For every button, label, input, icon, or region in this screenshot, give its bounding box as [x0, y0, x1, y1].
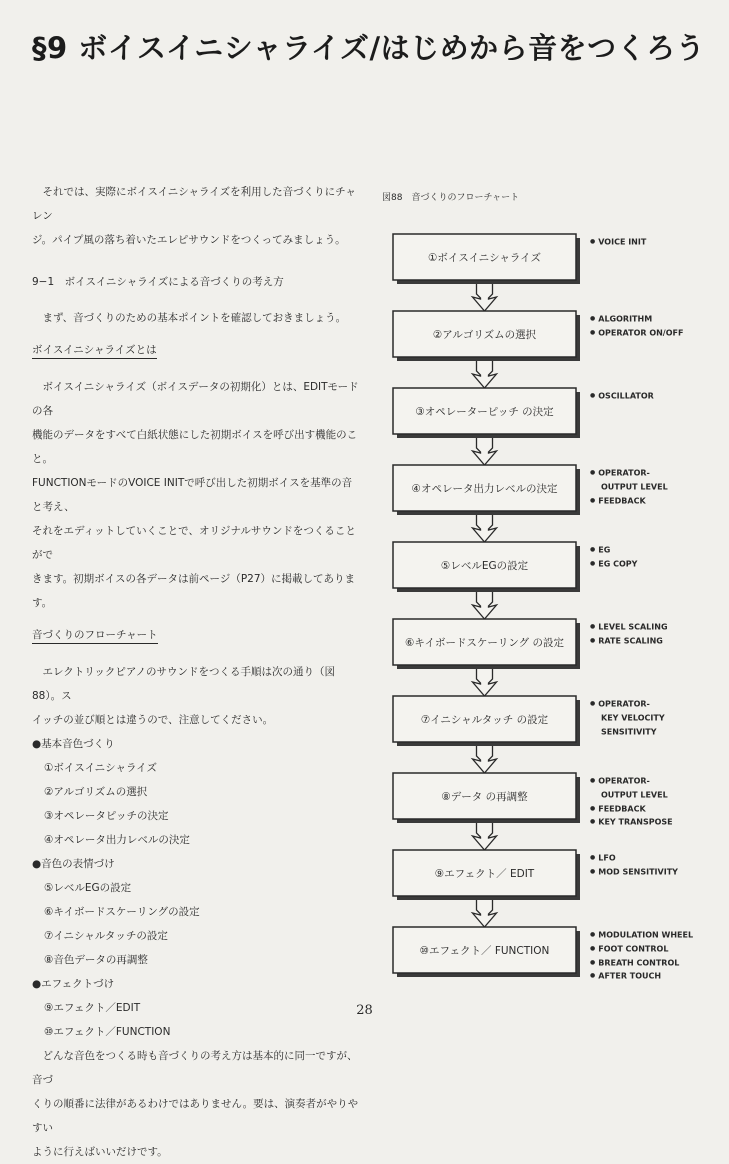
- body-line: ボイスイニシャライズ（ボイスデータの初期化）とは、EDITモードの各: [32, 381, 359, 417]
- flow-note: KEY VELOCITY: [601, 713, 665, 722]
- flow-step-label: ②アルゴリズムの選択: [432, 328, 537, 341]
- list-item: ③オペレータピッチの決定: [44, 810, 169, 822]
- flow-step-label: ④オペレータ出力レベルの決定: [411, 482, 558, 495]
- flow-step-label: ⑤レベルEGの設定: [440, 559, 529, 572]
- flow-note: OUTPUT LEVEL: [601, 790, 668, 799]
- flow-step-label: ⑧データ の再調整: [441, 790, 528, 803]
- section-heading: 9−1 ボイスイニシャライズによる音づくりの考え方: [32, 276, 284, 288]
- closing-line: どんな音色をつくる時も音づくりの考え方は基本的に同一ですが、音づ: [32, 1050, 358, 1086]
- list-item: ⑥キイボードスケーリングの設定: [44, 906, 200, 918]
- flow-note: ● FOOT CONTROL: [590, 942, 693, 956]
- flow-arrow: [473, 592, 497, 619]
- flow-arrow: [473, 746, 497, 773]
- flow-step-notes: [590, 928, 693, 983]
- flow-note: OUTPUT LEVEL: [601, 482, 668, 491]
- figure-caption: 図88 音づくりのフローチャート: [382, 193, 520, 203]
- section-intro: まず、音づくりのための基本ポイントを確認しておきましょう。: [42, 312, 347, 324]
- flow-note: ● MOD SENSITIVITY: [590, 865, 678, 879]
- intro-line: それでは、実際にボイスイニシャライズを利用した音づくりにチャレン: [32, 186, 356, 222]
- flow-note: ● VOICE INIT: [590, 235, 646, 249]
- body-line: それをエディットしていくことで、オリジナルサウンドをつくることがで: [32, 525, 356, 561]
- flow-step-notes: [590, 389, 654, 403]
- flow-step-label: ⑨エフェクト／ EDIT: [434, 867, 535, 880]
- flow-step-notes: [590, 774, 673, 829]
- closing-line: ように行えばいいだけです。: [32, 1146, 168, 1158]
- flow-note: ● FEEDBACK: [590, 494, 668, 508]
- flow-step-notes: [590, 235, 646, 249]
- flow-note: ● BREATH CONTROL: [590, 956, 693, 970]
- list-item: ①ボイスイニシャライズ: [44, 762, 158, 774]
- list-item: ⑩エフェクト／FUNCTION: [44, 1026, 171, 1038]
- list-item: ⑨エフェクト／EDIT: [44, 1002, 141, 1014]
- list-item: ②アルゴリズムの選択: [44, 786, 148, 798]
- flow-note: ● AFTER TOUCH: [590, 969, 693, 983]
- list-item: ⑧音色データの再調整: [44, 954, 148, 966]
- group-label: ●基本音色づくり: [32, 738, 115, 750]
- flow-note: ● FEEDBACK: [590, 802, 673, 816]
- flow-arrow: [473, 900, 497, 927]
- flow-step-label: ①ボイスイニシャライズ: [427, 251, 542, 264]
- flow-step-label: ③オペレーターピッチ の決定: [415, 405, 554, 418]
- flow-note: ● MODULATION WHEEL: [590, 928, 693, 942]
- flow-note: ● OPERATOR-: [590, 697, 665, 711]
- flow-arrow: [473, 515, 497, 542]
- subsection-heading: 音づくりのフローチャート: [32, 627, 158, 644]
- flow-arrow: [473, 823, 497, 850]
- flow-note: ● EG: [590, 543, 637, 557]
- body-line: イッチの並び順とは違うので、注意してください。: [32, 714, 274, 726]
- flow-note: ● KEY TRANSPOSE: [590, 815, 673, 829]
- flow-note: ● OPERATOR-: [590, 466, 668, 480]
- body-line: FUNCTIONモードのVOICE INITで呼び出した初期ボイスを基準の音と考え、: [32, 477, 353, 513]
- flow-note: ● OPERATOR ON/OFF: [590, 326, 683, 340]
- flow-step-label: ⑦イニシャルタッチ の設定: [420, 713, 549, 726]
- flow-step-notes: [590, 697, 665, 738]
- flow-step-label: ⑩エフェクト／ FUNCTION: [419, 944, 550, 957]
- closing-line: くりの順番に法律があるわけではありません。要は、演奏者がやりやすい: [32, 1098, 359, 1134]
- flow-note: ● RATE SCALING: [590, 634, 668, 648]
- list-item: ⑤レベルEGの設定: [44, 882, 132, 894]
- group-label: ●音色の表情づけ: [32, 858, 115, 870]
- flow-note: ● LFO: [590, 851, 678, 865]
- body-line: エレクトリックピアノのサウンドをつくる手順は次の通り（図88）。ス: [32, 666, 336, 702]
- flow-step-notes: [590, 543, 637, 571]
- flow-arrow: [473, 669, 497, 696]
- flow-arrow: [473, 438, 497, 465]
- flow-arrow: [473, 361, 497, 388]
- flow-arrow: [473, 284, 497, 311]
- flow-note: ● OPERATOR-: [590, 774, 673, 788]
- group-label: ●エフェクトづけ: [32, 978, 115, 990]
- body-line: 機能のデータをすべて白紙状態にした初期ボイスを呼び出す機能のこと。: [32, 429, 358, 465]
- flow-note: ● ALGORITHM: [590, 312, 683, 326]
- list-item: ④オペレータ出力レベルの決定: [44, 834, 190, 846]
- flow-step-notes: [590, 312, 683, 340]
- flow-step-label: ⑥キイボードスケーリング の設定: [404, 636, 564, 649]
- page-number: 28: [356, 1003, 373, 1018]
- flow-note: ● LEVEL SCALING: [590, 620, 668, 634]
- flow-note: ● OSCILLATOR: [590, 389, 654, 403]
- list-item: ⑦イニシャルタッチの設定: [44, 930, 168, 942]
- flow-step-notes: [590, 620, 668, 648]
- flow-note: ● EG COPY: [590, 557, 637, 571]
- subsection-heading: ボイスイニシャライズとは: [32, 342, 157, 359]
- page-title: §9 ボイスイニシャライズ/はじめから音をつくろう: [32, 31, 706, 65]
- flow-note: SENSITIVITY: [601, 726, 657, 736]
- body-line: きます。初期ボイスの各データは前ページ（P27）に掲載してあります。: [32, 573, 356, 609]
- flow-step-notes: [590, 466, 668, 507]
- flow-step-notes: [590, 851, 678, 879]
- intro-line: ジ。パイプ風の落ち着いたエレピサウンドをつくってみましょう。: [32, 234, 346, 246]
